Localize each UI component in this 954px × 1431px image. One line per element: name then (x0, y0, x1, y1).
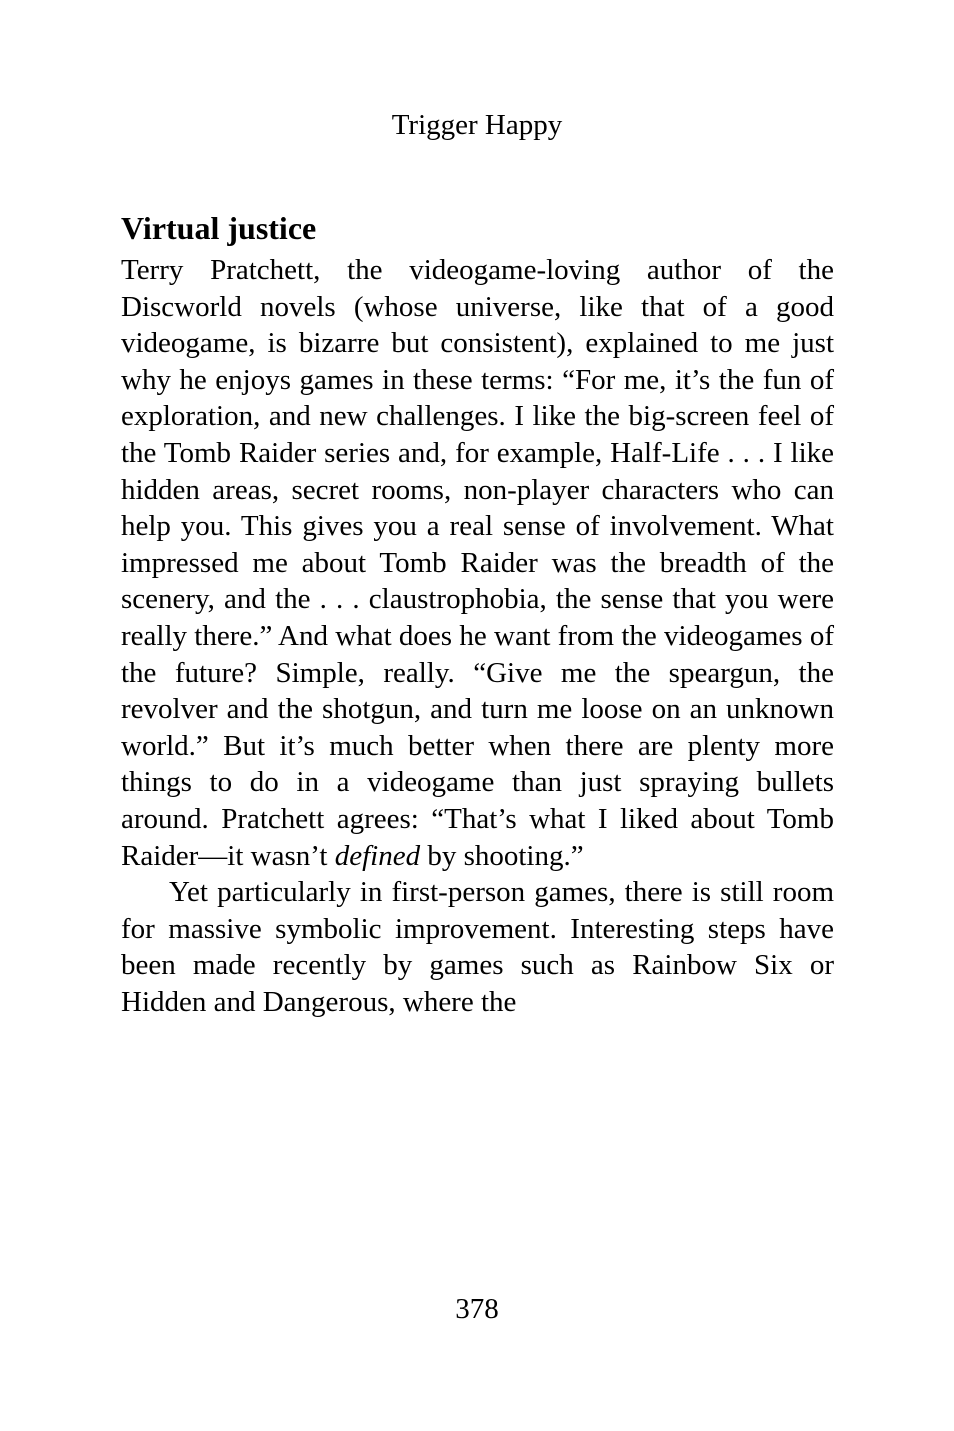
body-paragraph-1 (121, 252, 834, 874)
body-paragraph-2: Yet particularly in first-person games, there is still room for massive symbolic improvement. Interesting steps have been made recently by games such as Rainbow Six or Hidden and Dangerous, where the (121, 876, 834, 1018)
page-number: 378 (455, 1293, 499, 1325)
section-heading: Virtual justice (121, 210, 317, 246)
page-content (121, 208, 834, 1020)
paragraph-1-text-end: by shooting.” (420, 839, 584, 872)
running-header: Trigger Happy (391, 109, 563, 141)
paragraph-1-text-start: Terry Pratchett, the videogame-loving author of the Discworld novels (whose universe, like that of a good videogame, is bizarre but consistent), explained to me just why he enjoys games in these terms: “For me, it’s the fun of exploration, and new challenges. I like the big-screen feel of the Tomb Raider series and, for example, Half-Life . . . I like hidden areas, secret rooms, non-player characters who can help you. This gives you a real sense of involvement. What impressed me about Tomb Raider was the breadth of the scenery, and the . . . claustrophobia, the sense that you were really there.” And what does he want from the videogames of the future? Simple, really. “Give me the speargun, the revolver and the shotgun, and turn me loose on an unknown world.” But it’s much better when there are plenty more things to do in a videogame than just spraying bullets around. Pratchett agrees: “That’s what I liked about Tomb Raider—it wasn’t (121, 254, 834, 872)
paragraph-1-emphasis: defined (334, 839, 421, 872)
